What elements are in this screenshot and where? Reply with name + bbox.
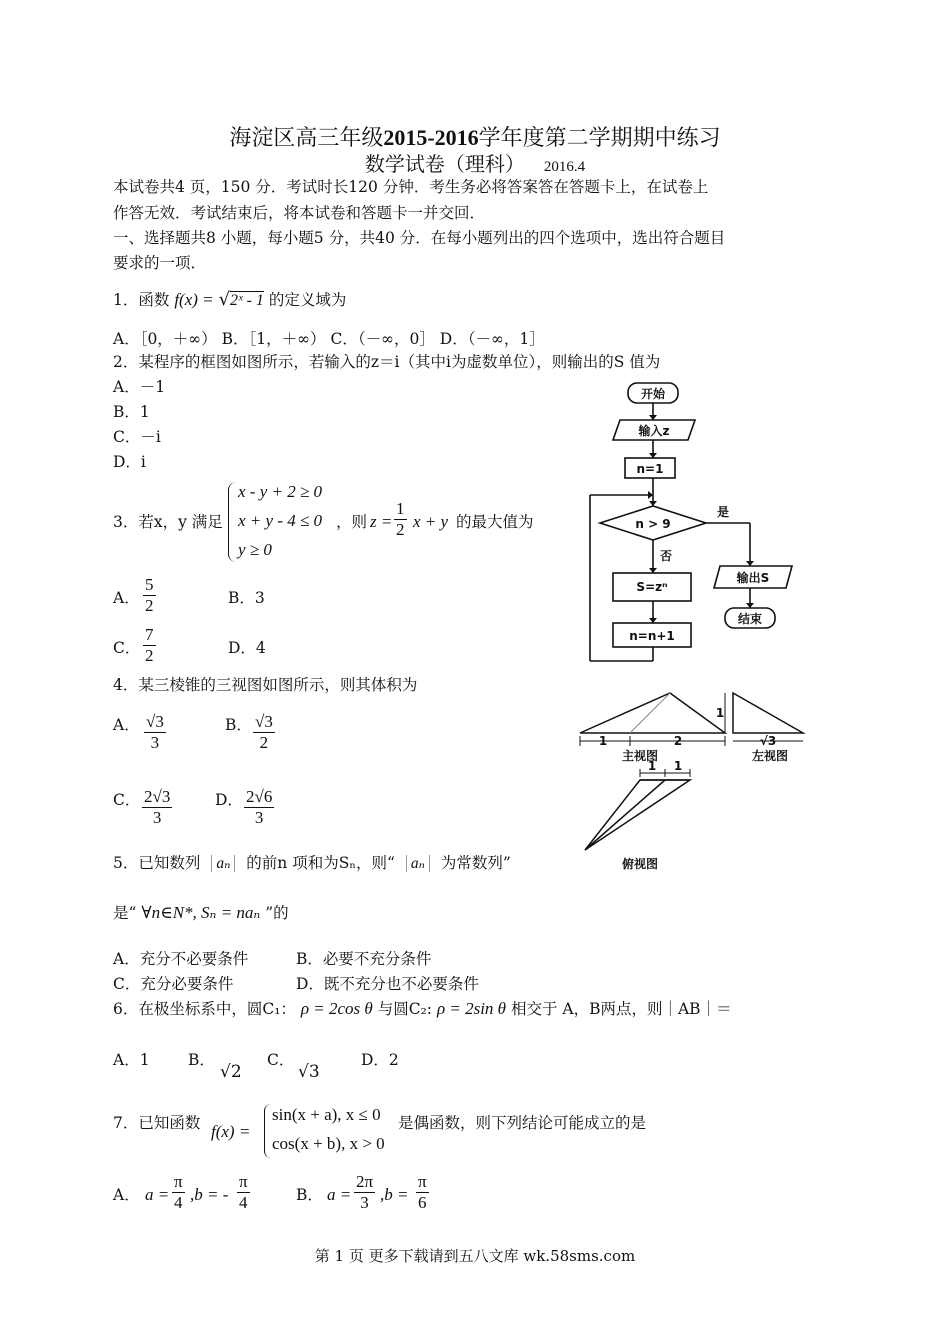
q1-prefix: 1．函数 bbox=[113, 291, 170, 309]
q5-stem bbox=[113, 853, 511, 874]
q5-line-2 bbox=[113, 903, 289, 923]
front-view-shape bbox=[580, 693, 725, 733]
title-suffix: 学年度第二学期期中练习 bbox=[478, 126, 721, 151]
q3-objective-rest: x + y bbox=[413, 512, 449, 531]
q7-case-1: sin(x + a), x ≤ 0 bbox=[272, 1105, 381, 1124]
flowchart bbox=[580, 378, 810, 668]
q7-function: f(x) = bbox=[211, 1122, 251, 1141]
q7-a-a-fraction bbox=[172, 1172, 185, 1213]
front-dim-1: 1 bbox=[598, 734, 608, 748]
input-label: 输入z bbox=[638, 424, 670, 438]
q3-half-den: 2 bbox=[396, 520, 405, 539]
q6-option-b-label: B． bbox=[188, 1051, 215, 1069]
q3-suffix: 的最大值为 bbox=[456, 513, 534, 531]
q3-option-b: B．3 bbox=[228, 589, 265, 607]
q4-b-num: √3 bbox=[255, 712, 273, 731]
q6-option-d: D．2 bbox=[361, 1051, 399, 1069]
q4-stem: 4．某三棱锥的三视图如图所示，则其体积为 bbox=[113, 676, 418, 694]
q4-d-den: 3 bbox=[254, 808, 264, 827]
page-subtitle bbox=[0, 151, 950, 180]
q7-b-b-den: 6 bbox=[418, 1193, 427, 1212]
q4-a-den: 3 bbox=[150, 733, 160, 752]
q3-option-a-fraction bbox=[143, 575, 156, 616]
q5-line2-suffix: ”的 bbox=[265, 904, 289, 922]
page-title bbox=[0, 124, 950, 153]
top-dim-1: 1 bbox=[647, 759, 657, 773]
q7-b-a-num: 2π bbox=[356, 1172, 374, 1191]
exam-date: 2016.4 bbox=[543, 159, 586, 175]
side-view-shape bbox=[733, 693, 803, 733]
q7-b-b: ,b = bbox=[380, 1185, 409, 1204]
q4-a-num: √3 bbox=[146, 712, 164, 731]
q6-option-c-label: C． bbox=[267, 1051, 295, 1069]
q3-a-den: 2 bbox=[145, 596, 154, 615]
q3-brace bbox=[228, 482, 237, 562]
q3-prefix: 3．若x，y 满足 bbox=[113, 513, 223, 531]
q5-option-d: D．既不充分也不必要条件 bbox=[296, 975, 479, 993]
q7-a-b-num: π bbox=[239, 1172, 248, 1191]
q7-b-a-fraction bbox=[354, 1172, 375, 1213]
front-dim-2: 2 bbox=[673, 734, 683, 748]
section-heading-2: 要求的一项． bbox=[113, 254, 207, 272]
start-label: 开始 bbox=[640, 387, 666, 401]
q4-option-a-label: A． bbox=[113, 716, 140, 734]
q4-option-b-fraction bbox=[253, 712, 275, 753]
q3-option-c-label: C． bbox=[113, 639, 141, 657]
q3-half-num: 1 bbox=[396, 499, 405, 518]
page-footer: 第 1 页 更多下载请到五八文库 wk.58sms.com bbox=[314, 1247, 636, 1265]
q5-mid: 的前n 项和为Sₙ，则“ bbox=[246, 854, 395, 872]
q7-b-a-den: 3 bbox=[360, 1193, 369, 1212]
q1-suffix: 的定义域为 bbox=[268, 291, 347, 309]
q3-c-num: 7 bbox=[145, 625, 154, 644]
q4-c-den: 3 bbox=[152, 808, 162, 827]
q7-a-a: a = bbox=[145, 1185, 170, 1204]
q3-option-d: D．4 bbox=[228, 639, 266, 657]
front-view-label: 主视图 bbox=[621, 749, 659, 763]
end-label: 结束 bbox=[737, 612, 763, 626]
side-dim-sqrt3: √3 bbox=[759, 734, 777, 748]
q5-suffix: 为常数列” bbox=[440, 854, 511, 872]
q3-constraint-2: x + y - 4 ≤ 0 bbox=[238, 511, 323, 530]
q7-case-2: cos(x + b), x > 0 bbox=[272, 1134, 385, 1153]
section-heading-1: 一、选择题共8 小题，每小题5 分，共40 分．在每小题列出的四个选项中，选出符合题目 bbox=[113, 229, 726, 247]
condition-label: n > 9 bbox=[635, 517, 671, 531]
q4-option-d-label: D． bbox=[215, 791, 243, 809]
top-dim-2: 1 bbox=[673, 759, 683, 773]
three-view-figure bbox=[575, 685, 815, 880]
q2-stem: 2．某程序的框图如图所示，若输入的z＝i（其中i为虚数单位），则输出的S 值为 bbox=[113, 353, 661, 371]
side-view-label: 左视图 bbox=[751, 749, 789, 763]
subtitle-text: 数学试卷（理科） bbox=[364, 152, 525, 176]
q2-option-d: D．i bbox=[113, 453, 146, 471]
q3-objective-z: z = bbox=[370, 512, 393, 531]
assign-label: S=zⁿ bbox=[636, 580, 668, 594]
q6-circle-2: ρ = 2sin θ bbox=[436, 999, 507, 1018]
q5-line2-prefix: 是“ bbox=[113, 904, 137, 922]
q1-function: f(x) = bbox=[174, 290, 214, 309]
top-view-label: 俯视图 bbox=[621, 857, 659, 871]
q6-stem bbox=[113, 999, 732, 1019]
side-dim-height: 1 bbox=[715, 706, 725, 720]
q3-option-a-label: A． bbox=[113, 589, 140, 607]
q7-b-b-num: π bbox=[418, 1172, 427, 1191]
q7-a-b: ,b = - bbox=[190, 1185, 229, 1204]
q5-sequence: aₙ bbox=[211, 855, 235, 872]
q3-c-den: 2 bbox=[145, 646, 154, 665]
q7-b-b-fraction bbox=[416, 1172, 429, 1213]
intro-line-1: 本试卷共4 页，150 分．考试时长120 分钟．考生务必将答案答在答题卡上，在试卷上 bbox=[113, 178, 709, 196]
q6-circle-1: ρ = 2cos θ bbox=[300, 999, 373, 1018]
title-years: 2015-2016 bbox=[383, 125, 479, 150]
q2-option-c: C．－i bbox=[113, 428, 161, 446]
q6-option-a: A．1 bbox=[113, 1051, 150, 1069]
output-label: 输出S bbox=[736, 571, 770, 585]
q6-option-c-value: √3 bbox=[298, 1062, 320, 1082]
q3-half-fraction bbox=[394, 499, 407, 540]
q1-options: A．［0，＋∞） B．［1，＋∞） C．（－∞，0］ D．（－∞，1］ bbox=[113, 330, 545, 348]
q7-option-b-label: B． bbox=[296, 1186, 323, 1204]
q7-a-a-den: 4 bbox=[174, 1193, 183, 1212]
q1-stem bbox=[113, 290, 346, 311]
q5-option-c: C．充分必要条件 bbox=[113, 975, 234, 993]
q5-prefix: 5．已知数列 bbox=[113, 854, 201, 872]
title-prefix: 海淀区高三年级 bbox=[229, 126, 384, 151]
q7-a-b-fraction bbox=[237, 1172, 250, 1213]
q6-mid: 与圆C₂: bbox=[377, 1000, 433, 1018]
q7-a-b-den: 4 bbox=[239, 1193, 248, 1212]
increment-label: n=n+1 bbox=[629, 629, 675, 643]
yes-label: 是 bbox=[716, 505, 730, 519]
q4-d-num: 2√6 bbox=[246, 787, 273, 806]
q1-radicand: 2ˣ - 1 bbox=[230, 292, 264, 309]
q5-option-b: B．必要不充分条件 bbox=[296, 950, 432, 968]
q2-option-b: B．1 bbox=[113, 403, 150, 421]
q5-sequence-2: aₙ bbox=[406, 855, 430, 872]
sqrt-icon: √ bbox=[218, 289, 231, 310]
q7-suffix: 是偶函数，则下列结论可能成立的是 bbox=[398, 1114, 647, 1132]
top-view-shape bbox=[585, 780, 690, 850]
q4-option-c-fraction bbox=[142, 787, 172, 828]
q7-b-a: a = bbox=[327, 1185, 352, 1204]
q3-mid: ，则 bbox=[336, 513, 368, 531]
q6-suffix: 相交于 A，B两点，则｜AB｜＝ bbox=[510, 1000, 732, 1018]
q3-constraint-1: x - y + 2 ≥ 0 bbox=[238, 482, 323, 501]
q6-prefix: 6．在极坐标系中，圆C₁： bbox=[113, 1000, 296, 1018]
init-label: n=1 bbox=[636, 462, 664, 476]
q5-condition: ∀n∈N*, Sₙ = naₙ bbox=[141, 903, 261, 922]
intro-line-2: 作答无效．考试结束后，将本试卷和答题卡一并交回． bbox=[113, 204, 486, 222]
q3-a-num: 5 bbox=[145, 575, 154, 594]
q2-option-a: A．－1 bbox=[113, 378, 166, 396]
q5-option-a: A．充分不必要条件 bbox=[113, 950, 249, 968]
q7-brace bbox=[264, 1104, 272, 1158]
q7-a-a-num: π bbox=[174, 1172, 183, 1191]
q7-prefix: 7．已知函数 bbox=[113, 1114, 201, 1132]
q3-constraint-3: y ≥ 0 bbox=[238, 540, 272, 559]
q7-option-a-label: A． bbox=[113, 1186, 140, 1204]
q3-option-c-fraction bbox=[143, 625, 156, 666]
q4-option-b-label: B． bbox=[225, 716, 252, 734]
q4-option-d-fraction bbox=[244, 787, 274, 828]
q4-c-num: 2√3 bbox=[144, 787, 171, 806]
no-label: 否 bbox=[659, 549, 673, 563]
q4-b-den: 2 bbox=[259, 733, 269, 752]
q4-option-a-fraction bbox=[144, 712, 166, 753]
q4-option-c-label: C． bbox=[113, 791, 141, 809]
q6-option-b-value: √2 bbox=[220, 1062, 242, 1082]
